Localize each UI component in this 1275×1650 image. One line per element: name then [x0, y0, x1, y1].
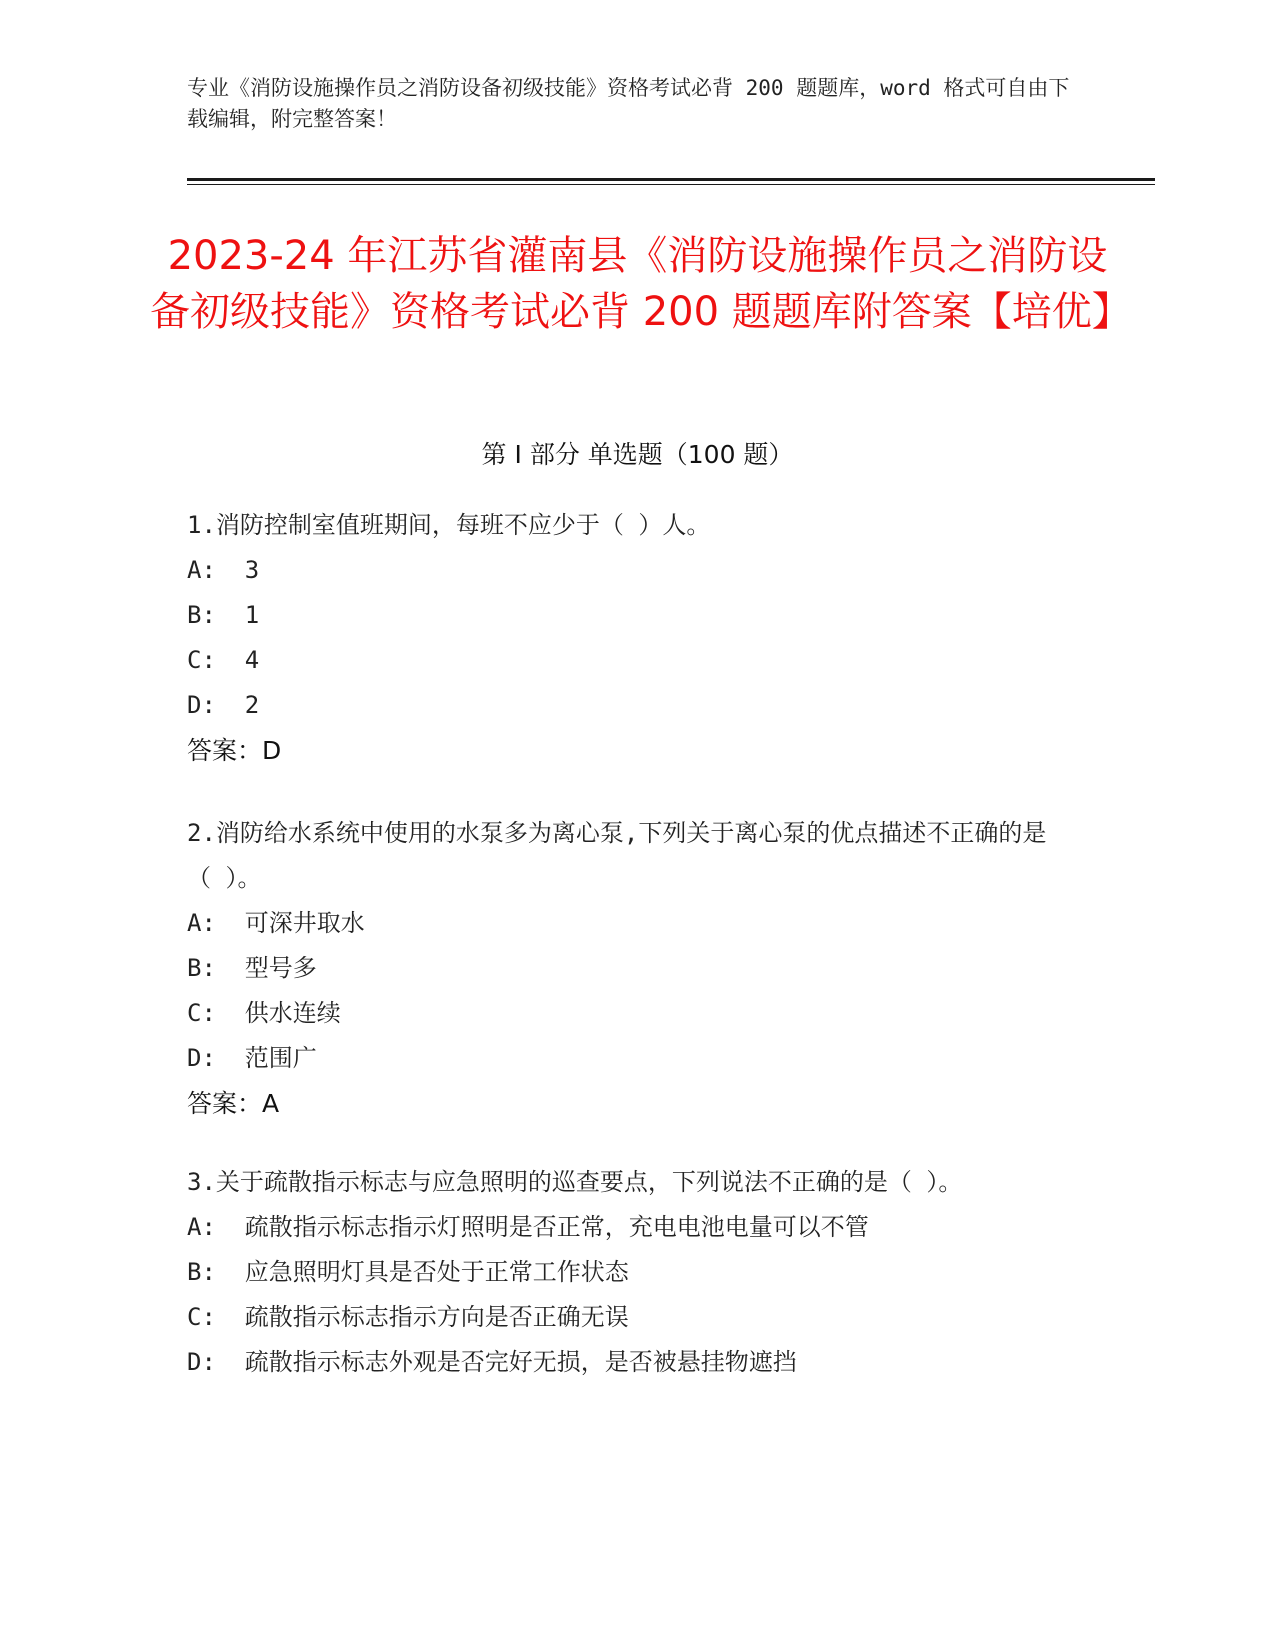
- header-note: 专业《消防设施操作员之消防设备初级技能》资格考试必背 200 题题库，word 格式可自由下载编辑，附完整答案！: [187, 76, 1070, 131]
- option-b: B: 应急照明灯具是否处于正常工作状态: [187, 1258, 629, 1286]
- option-a: A: 疏散指示标志指示灯照明是否正常，充电电池电量可以不管: [187, 1213, 869, 1241]
- document-title: 2023-24 年江苏省灌南县《消防设施操作员之消防设备初级技能》资格考试必背 200 题题库附答案【培优】: [150, 233, 1132, 335]
- option-c: C: 供水连续: [187, 999, 341, 1027]
- answer-line: 答案：D: [187, 736, 282, 765]
- option-a: A: 可深井取水: [187, 909, 365, 937]
- option-c: C: 疏散指示标志指示方向是否正确无误: [187, 1303, 629, 1331]
- question-stem: 3.关于疏散指示标志与应急照明的巡查要点，下列说法不正确的是（ ）。: [187, 1168, 963, 1196]
- option-d: D: 2: [187, 691, 260, 719]
- question-1: [187, 503, 1067, 773]
- question-stem: 1.消防控制室值班期间，每班不应少于（ ）人。: [187, 511, 711, 539]
- section-heading: 第 I 部分 单选题（100 题）: [481, 440, 794, 469]
- question-stem: 2.消防给水系统中使用的水泵多为离心泵,下列关于离心泵的优点描述不正确的是（ ）。: [187, 819, 1047, 892]
- option-d: D: 疏散指示标志外观是否完好无损，是否被悬挂物遮挡: [187, 1348, 797, 1376]
- header-divider-thick: [187, 178, 1155, 181]
- header-divider-thin: [187, 184, 1155, 185]
- option-b: B: 型号多: [187, 954, 317, 982]
- question-3: [187, 1160, 1067, 1385]
- question-2: [187, 811, 1067, 1126]
- answer-line: 答案：A: [187, 1089, 280, 1118]
- option-d: D: 范围广: [187, 1044, 317, 1072]
- option-b: B: 1: [187, 601, 260, 629]
- option-a: A: 3: [187, 556, 260, 584]
- option-c: C: 4: [187, 646, 260, 674]
